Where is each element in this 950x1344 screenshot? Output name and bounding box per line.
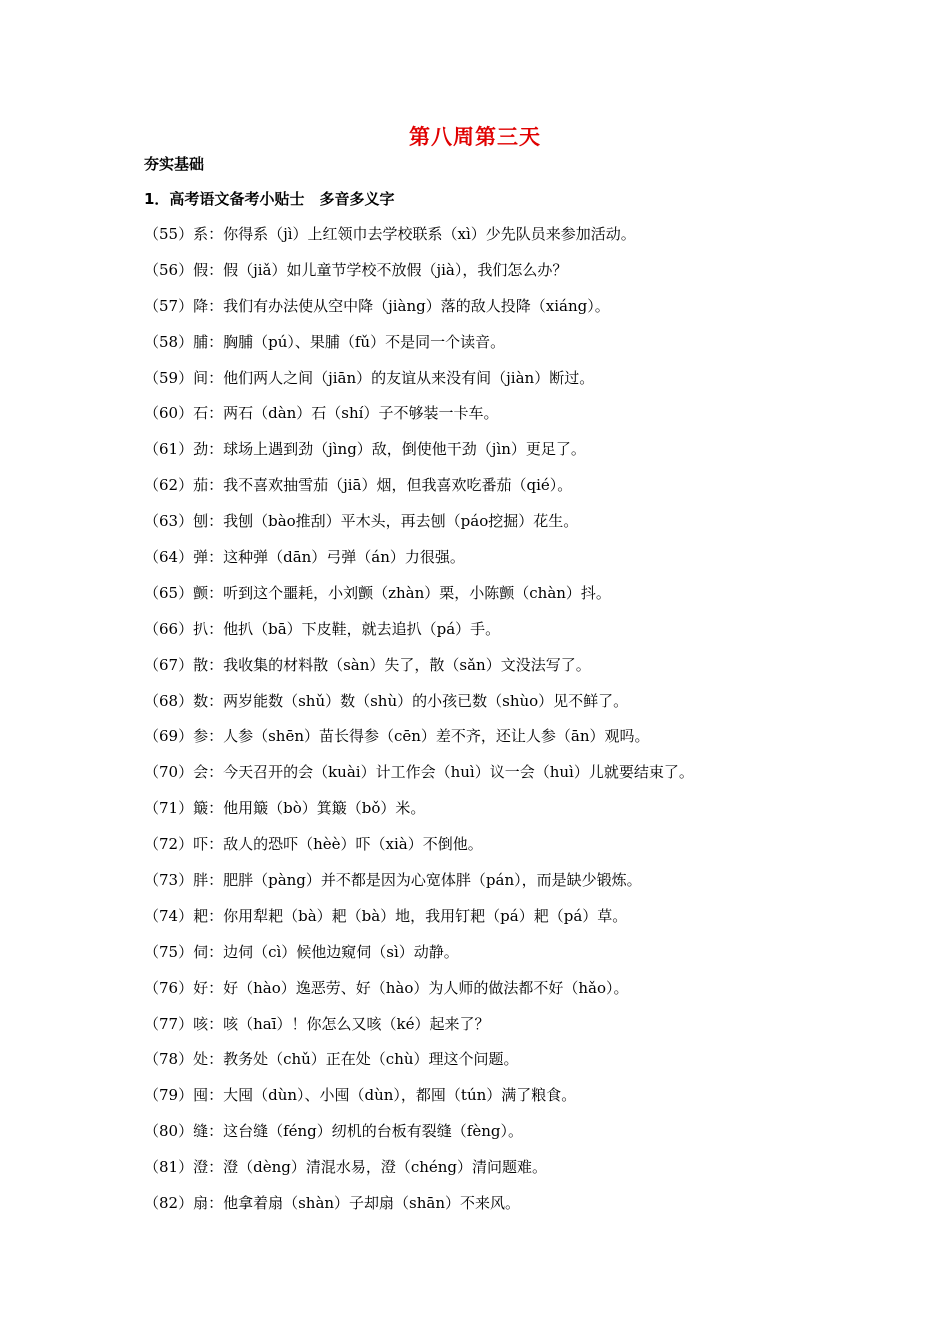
list-item: （56）假：假（jiǎ）如儿童节学校不放假（jià），我们怎么办？ <box>144 260 568 279</box>
page-title: 第八周第三天 <box>409 125 541 149</box>
list-item: （57）降：我们有办法使从空中降（jiàng）落的敌人投降（xiáng）。 <box>144 296 610 315</box>
list-item: （63）刨：我刨（bào推刮）平木头，再去刨（páo挖掘）花生。 <box>144 512 579 531</box>
list-item: （74）耙：你用犁耙（bà）耙（bà）地，我用钉耙（pá）耙（pá）草。 <box>144 906 628 925</box>
list-item: （71）簸：他用簸（bò）箕簸（bǒ）米。 <box>144 799 426 818</box>
list-item: （70）会：今天召开的会（kuài）计工作会（huì）议一会（huì）儿就要结束了。 <box>144 763 694 782</box>
list-item: （65）颤：听到这个噩耗，小刘颤（zhàn）栗，小陈颤（chàn）抖。 <box>144 583 611 602</box>
list-item: （62）茄：我不喜欢抽雪茄（jiā）烟，但我喜欢吃番茄（qié）。 <box>144 476 573 495</box>
list-item: （81）澄：澄（dèng）清混水易，澄（chéng）清问题难。 <box>144 1158 548 1177</box>
list-item: （60）石：两石（dàn）石（shí）子不够装一卡车。 <box>144 404 499 423</box>
subsection-heading: 1．高考语文备考小贴士 多音多义字 <box>144 190 395 208</box>
list-item: （79）囤：大囤（dùn）、小囤（dùn），都囤（tún）满了粮食。 <box>144 1086 577 1105</box>
list-item: （77）咳：咳（haī）！你怎么又咳（ké）起来了？ <box>144 1014 490 1033</box>
section-heading: 夯实基础 <box>144 155 205 173</box>
list-item: （68）数：两岁能数（shǔ）数（shù）的小孩已数（shùo）见不鲜了。 <box>144 691 629 710</box>
list-item: （59）间：他们两人之间（jiān）的友谊从来没有间（jiàn）断过。 <box>144 368 595 387</box>
list-item: （64）弹：这种弹（dān）弓弹（án）力很强。 <box>144 548 465 567</box>
list-item: （72）吓：敌人的恐吓（hèè）吓（xià）不倒他。 <box>144 835 483 854</box>
list-item: （69）参：人参（shēn）苗长得参（cēn）差不齐，还让人参（ān）观吗。 <box>144 727 650 746</box>
list-item: （75）伺：边伺（cì）候他边窥伺（sì）动静。 <box>144 942 459 961</box>
list-item: （61）劲：球场上遇到劲（jìng）敌，倒使他干劲（jìn）更足了。 <box>144 440 586 459</box>
list-item: （58）脯：胸脯（pú）、果脯（fǔ）不是同一个读音。 <box>144 332 506 351</box>
list-item: （76）好：好（hào）逸恶劳、好（hào）为人师的做法都不好（hǎo）。 <box>144 978 629 997</box>
list-item: （80）缝：这台缝（féng）纫机的台板有裂缝（fèng）。 <box>144 1122 523 1141</box>
polyphone-list <box>144 222 844 1227</box>
list-item: （82）扇：他拿着扇（shàn）子却扇（shān）不来风。 <box>144 1194 521 1213</box>
list-item: （67）散：我收集的材料散（sàn）失了，散（sǎn）文没法写了。 <box>144 655 591 674</box>
list-item: （78）处：教务处（chǔ）正在处（chù）理这个问题。 <box>144 1050 519 1069</box>
list-item: （66）扒：他扒（bā）下皮鞋，就去追扒（pá）手。 <box>144 619 501 638</box>
list-item: （73）胖：肥胖（pàng）并不都是因为心宽体胖（pán），而是缺少锻炼。 <box>144 871 642 890</box>
list-item: （55）系：你得系（jì）上红领巾去学校联系（xì）少先队员来参加活动。 <box>144 225 636 243</box>
